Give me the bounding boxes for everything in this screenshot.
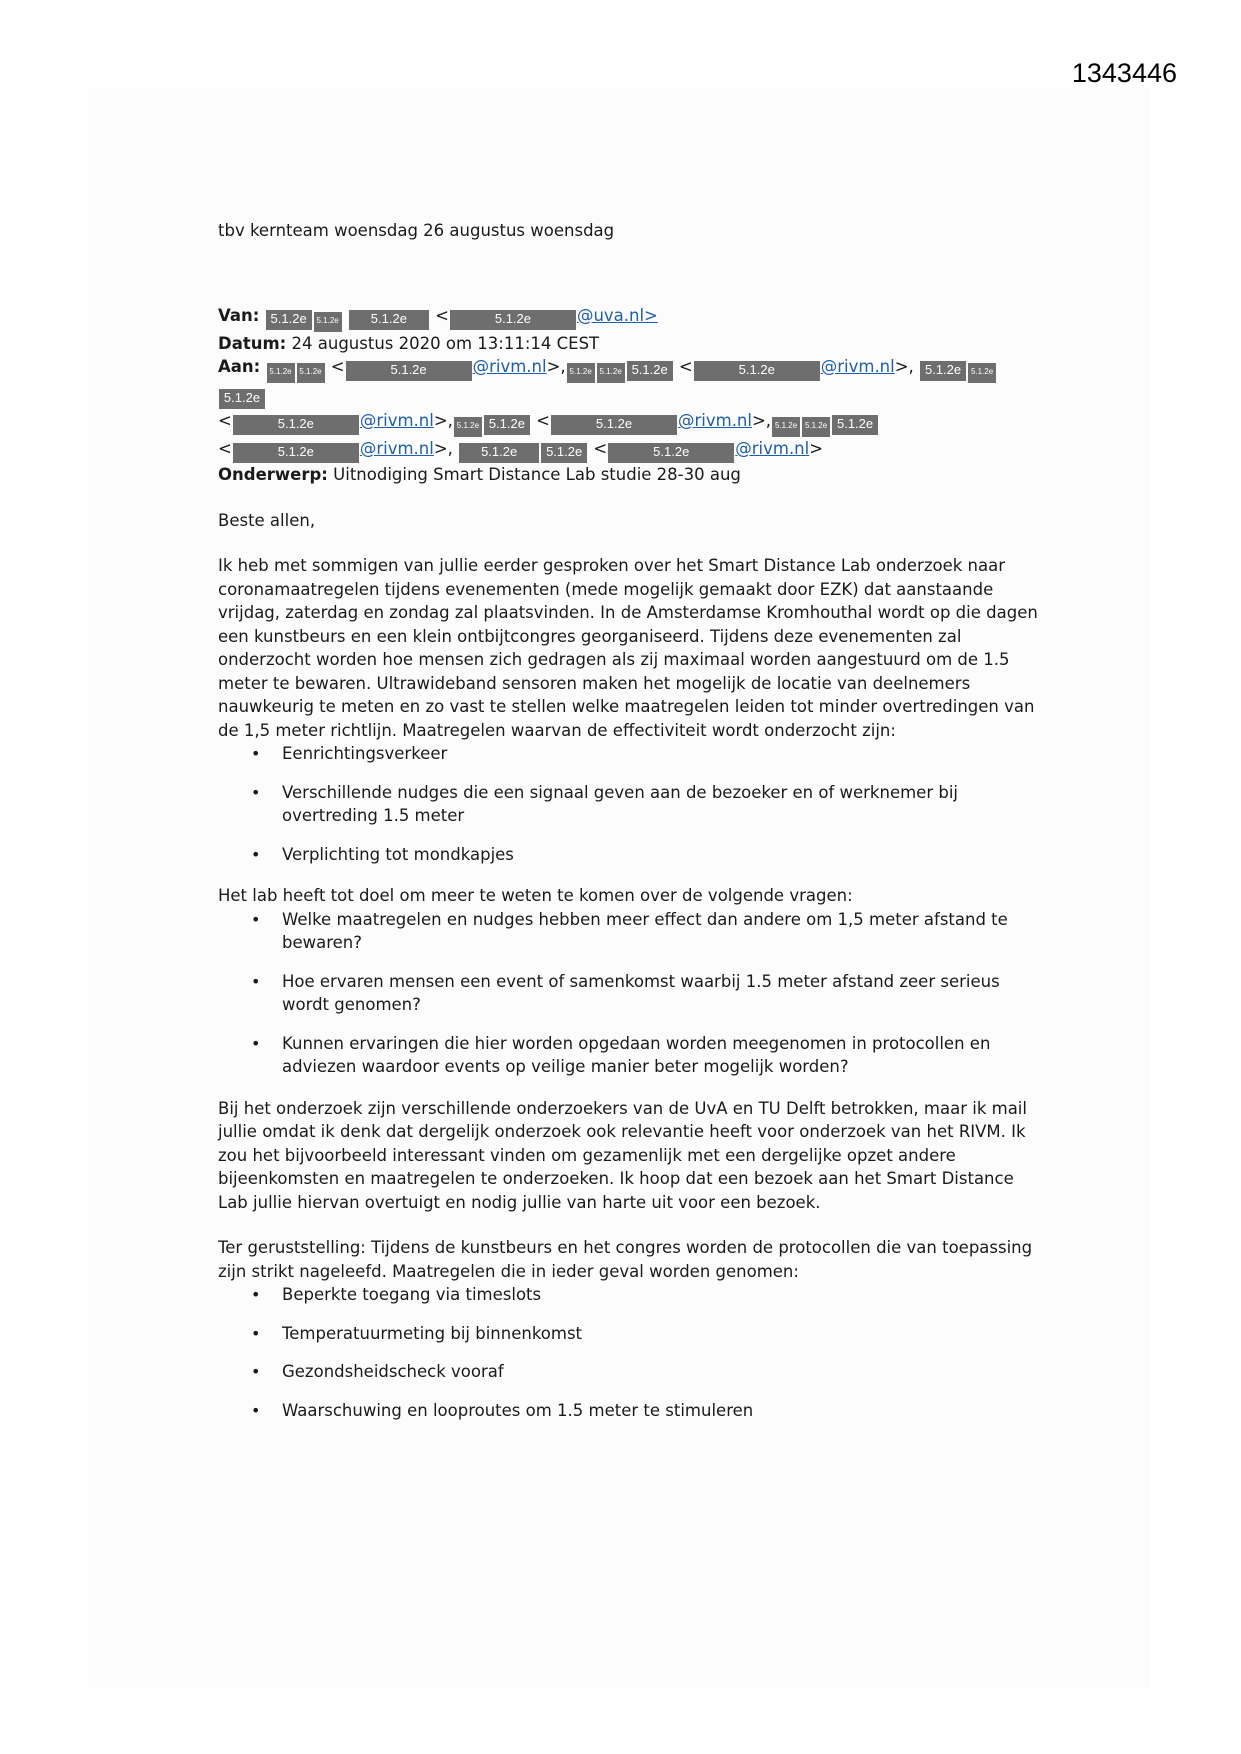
- email-link[interactable]: @rivm.nl: [820, 357, 895, 376]
- list-item: • Welke maatregelen en nudges hebben meer effect dan andere om 1,5 meter afstand te bewaren?: [218, 908, 1038, 955]
- list-item: • Kunnen ervaringen die hier worden opgedaan worden meegenomen in protocollen en adviezen waardoor events op veilige manier beter mogelijk worden?: [218, 1032, 1038, 1079]
- header-van: Van: 5.1.2e 5.1.2e 5.1.2e < 5.1.2e @uva.nl>: [218, 304, 1038, 332]
- list-item: • Beperkte toegang via timeslots: [218, 1283, 1038, 1307]
- redaction-block: 5.1.2e: [627, 361, 673, 381]
- list-item: • Verplichting tot mondkapjes: [218, 843, 1038, 867]
- email-link[interactable]: @rivm.nl: [677, 411, 752, 430]
- header-datum: [218, 332, 1038, 356]
- document-number: 1343446: [1071, 58, 1177, 88]
- redaction-block: 5.1.2e: [541, 443, 587, 463]
- redaction-block: 5.1.2e: [484, 415, 530, 435]
- redaction-block: 5.1.2e: [567, 363, 595, 383]
- redaction-block: 5.1.2e: [459, 443, 539, 463]
- redaction-block: 5.1.2e: [968, 363, 996, 383]
- redaction-block: 5.1.2e: [346, 361, 472, 381]
- document-content: [218, 219, 1038, 1422]
- body-paragraph: Het lab heeft tot doel om meer te weten te komen over de volgende vragen:: [218, 886, 853, 905]
- email-link[interactable]: @rivm.nl: [472, 357, 547, 376]
- header-onderwerp: [218, 463, 1038, 487]
- redaction-block: 5.1.2e: [832, 415, 878, 435]
- body-paragraph: Ik heb met sommigen van jullie eerder gesproken over het Smart Distance Lab onderzoek naar coronamaatregelen tijdens evenementen (mede mogelijk gemaakt door EZK) dat aanstaande vrijdag, zaterdag en zondag zal plaatsvinden. In de Amsterdamse Kromhouthal wordt op die dagen een kunstbeurs en een klein ontbijtcongres georganiseerd. Tijdens deze evenementen zal onderzocht worden hoe mensen zich gedragen als zij maximaal worden aangestuurd om de 1.5 meter te bewaren. Ultrawideband sensoren maken het mogelijk de locatie van deelnemers nauwkeurig te meten en zo vast te stellen welke maatregelen leiden tot minder overtredingen van de 1,5 meter richtlijn. Maatregelen waarvan de effectiviteit wordt onderzocht zijn:: [218, 556, 1038, 740]
- questions-list: [218, 908, 1038, 1079]
- redaction-block: 5.1.2e: [772, 417, 800, 437]
- redaction-block: 5.1.2e: [802, 417, 830, 437]
- datum-value: 24 augustus 2020 om 13:11:14 CEST: [291, 333, 600, 353]
- list-item: • Waarschuwing en looproutes om 1.5 meter te stimuleren: [218, 1399, 1038, 1423]
- email-link[interactable]: @rivm.nl: [735, 439, 810, 458]
- intro-line: tbv kernteam woensdag 26 augustus woensdag: [218, 221, 615, 240]
- list-item: • Gezondsheidscheck vooraf: [218, 1360, 1038, 1384]
- redaction-block: 5.1.2e: [694, 361, 820, 381]
- email-link[interactable]: @uva.nl>: [576, 305, 658, 325]
- redaction-block: 5.1.2e: [267, 363, 295, 383]
- redaction-block: 5.1.2e: [597, 363, 625, 383]
- redaction-block: 5.1.2e: [233, 443, 359, 463]
- email-link[interactable]: @rivm.nl: [359, 411, 434, 430]
- email-header: [218, 304, 1038, 487]
- redaction-block: 5.1.2e: [349, 310, 429, 330]
- onderwerp-label: Onderwerp:: [218, 465, 328, 484]
- redaction-block: 5.1.2e: [314, 312, 342, 332]
- redaction-block: 5.1.2e: [450, 310, 576, 330]
- datum-label: Datum:: [218, 333, 287, 353]
- safety-list: [218, 1283, 1038, 1422]
- email-link[interactable]: @rivm.nl: [359, 439, 434, 458]
- body-paragraph: Bij het onderzoek zijn verschillende onderzoekers van de UvA en TU Delft betrokken, maar ik mail jullie omdat ik denk dat dergelijk onderzoek ook relevantie heeft voor onderzoek van het RIVM. Ik zou het bijvoorbeeld interessant vinden om gezamenlijk met een dergelijke opzet andere bijeenkomsten en maatregelen te onderzoeken. Ik hoop dat een bezoek aan het Smart Distance Lab jullie hiervan overtuigt en nodig jullie van harte uit voor een bezoek.: [218, 1098, 1027, 1212]
- redaction-block: 5.1.2e: [920, 361, 966, 381]
- van-label: Van:: [218, 305, 260, 325]
- redaction-block: 5.1.2e: [233, 415, 359, 435]
- list-item: • Eenrichtingsverkeer: [218, 742, 1038, 766]
- measures-list: [218, 742, 1038, 866]
- header-aan: Aan: 5.1.2e 5.1.2e < 5.1.2e @rivm.nl>, 5.1.2e 5.1.2e 5.1.2e < 5.1.2e @rivm.nl>, 5.1.2e 5.1.2e5.1.2e < 5.1.2e @rivm.nl>, 5.1.2e 5.1.2e < 5.1.2e @rivm.nl>, 5.1.2e 5.1.2e 5.1.2e < 5.1.2e @rivm.nl>, 5.1.2e 5.1.2e < 5.1.2e @rivm.nl>: [218, 355, 1038, 463]
- redaction-block: 5.1.2e: [266, 310, 312, 330]
- redaction-block: 5.1.2e: [219, 389, 265, 409]
- list-item: • Temperatuurmeting bij binnenkomst: [218, 1322, 1038, 1346]
- list-item: • Hoe ervaren mensen een event of samenkomst waarbij 1.5 meter afstand zeer serieus wordt genomen?: [218, 970, 1038, 1017]
- redaction-block: 5.1.2e: [608, 443, 734, 463]
- greeting: Beste allen,: [218, 510, 316, 530]
- onderwerp-value: Uitnodiging Smart Distance Lab studie 28-30 aug: [333, 465, 741, 484]
- aan-label: Aan:: [218, 357, 261, 376]
- body-paragraph: Ter geruststelling: Tijdens de kunstbeurs en het congres worden de protocollen die van toepassing zijn strikt nageleefd. Maatregelen die in ieder geval worden genomen:: [218, 1238, 1033, 1281]
- redaction-block: 5.1.2e: [297, 363, 325, 383]
- list-item: • Verschillende nudges die een signaal geven aan de bezoeker en of werknemer bij overtreding 1.5 meter: [218, 781, 1038, 828]
- redaction-block: 5.1.2e: [454, 417, 482, 437]
- redaction-block: 5.1.2e: [551, 415, 677, 435]
